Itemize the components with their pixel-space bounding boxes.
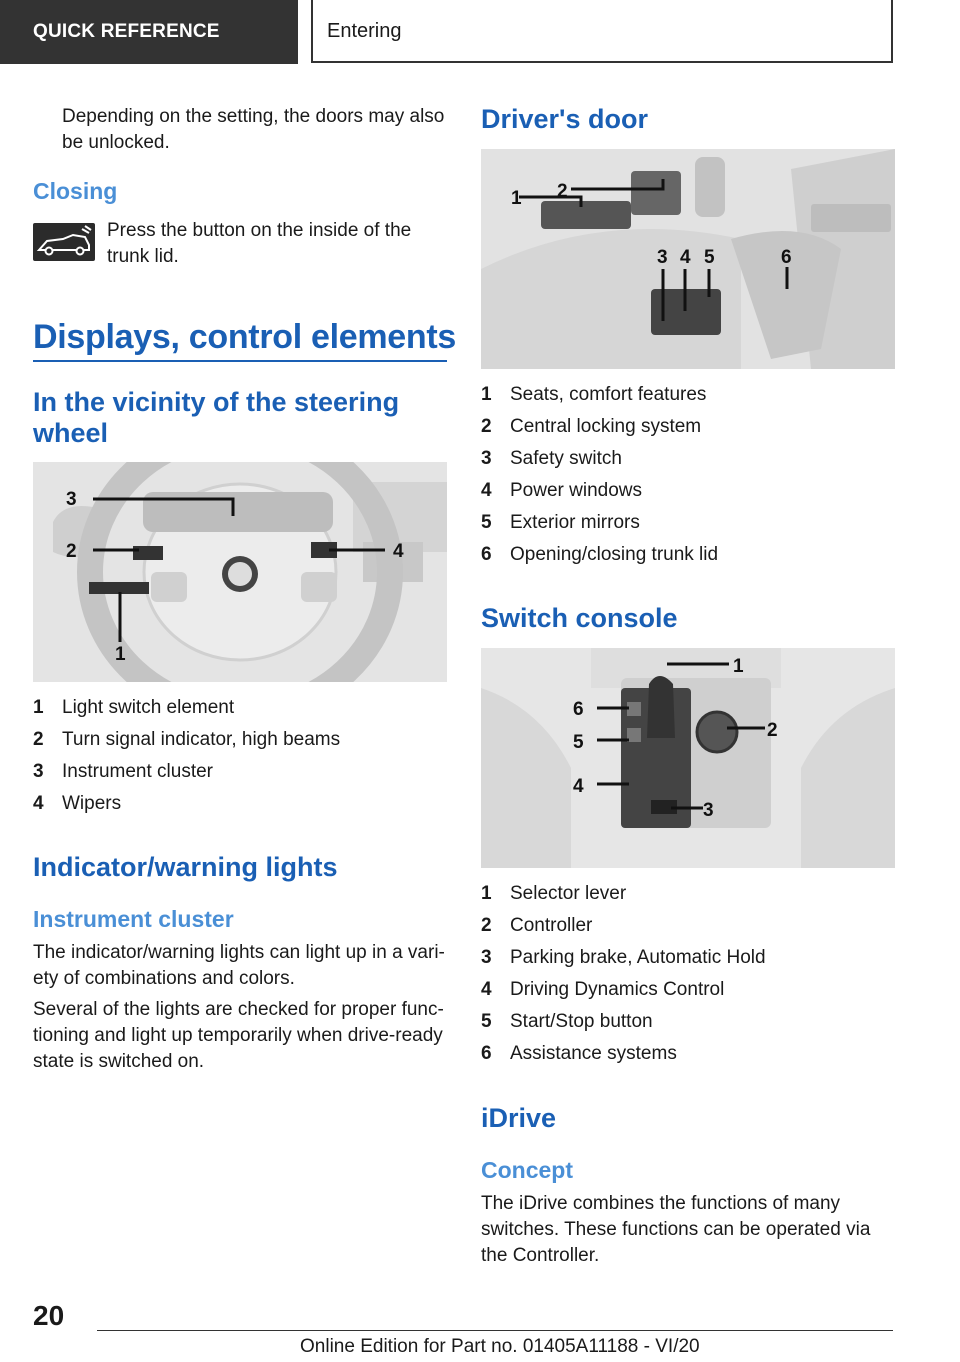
item-label: Light switch element xyxy=(62,697,235,718)
item-label: Wipers xyxy=(62,793,122,814)
item-number: 4 xyxy=(481,480,492,501)
item-number: 2 xyxy=(33,729,44,750)
indicator-paragraph-1 xyxy=(33,940,453,992)
intro-line-2: be unlocked. xyxy=(62,132,170,153)
callout-3: 3 xyxy=(66,489,77,510)
item-label: Controller xyxy=(510,915,593,936)
callout-6: 6 xyxy=(573,699,584,720)
idrive-line-1: The iDrive combines the functions of many xyxy=(481,1193,841,1214)
indicator-p1-line-2: ety of combinations and colors. xyxy=(33,968,295,989)
idrive-heading: iDrive xyxy=(481,1103,557,1133)
indicator-heading: Indicator/warning lights xyxy=(33,852,338,882)
idrive-paragraph xyxy=(481,1191,901,1269)
callout-3: 3 xyxy=(657,247,668,268)
indicator-p2-line-1: Several of the lights are checked for proper func- xyxy=(33,999,444,1020)
closing-line-2: trunk lid. xyxy=(107,246,179,267)
item-number: 4 xyxy=(33,793,44,814)
callout-5: 5 xyxy=(573,732,584,753)
displays-heading: Displays, control elements xyxy=(33,318,457,356)
steering-wheel-image xyxy=(33,462,447,682)
item-number: 1 xyxy=(481,883,492,904)
item-number: 3 xyxy=(481,448,492,469)
item-label: Exterior mirrors xyxy=(510,512,640,533)
item-label: Central locking system xyxy=(510,416,702,437)
item-number: 5 xyxy=(481,512,492,533)
item-label: Selector lever xyxy=(510,883,627,904)
item-number: 2 xyxy=(481,416,492,437)
page-number: 20 xyxy=(33,1300,65,1331)
item-number: 4 xyxy=(481,979,492,1000)
idrive-line-3: the Controller. xyxy=(481,1245,600,1266)
item-number: 5 xyxy=(481,1011,492,1032)
chapter-title: Entering xyxy=(311,0,893,63)
instrument-cluster-subheading: Instrument cluster xyxy=(33,906,234,932)
idrive-line-2: switches. These functions can be operated via xyxy=(481,1219,871,1240)
callout-1: 1 xyxy=(511,188,522,209)
drivers-door-image xyxy=(481,149,895,369)
item-label: Assistance systems xyxy=(510,1043,677,1064)
callout-1: 1 xyxy=(115,644,126,665)
item-label: Turn signal indicator, high beams xyxy=(62,729,341,750)
steering-heading-line-2: wheel xyxy=(33,418,109,448)
footer-rule xyxy=(97,1330,893,1331)
callout-5: 5 xyxy=(704,247,715,268)
item-number: 1 xyxy=(481,384,492,405)
concept-subheading: Concept xyxy=(481,1157,573,1183)
item-label: Instrument cluster xyxy=(62,761,213,782)
item-label: Opening/closing trunk lid xyxy=(510,544,719,565)
steering-heading-line-1: In the vicinity of the steering xyxy=(33,387,400,417)
intro-line-1: Depending on the setting, the doors may also xyxy=(62,106,445,127)
callout-4: 4 xyxy=(393,541,404,562)
indicator-p1-line-1: The indicator/warning lights can light up in a vari- xyxy=(33,942,445,963)
item-number: 1 xyxy=(33,697,44,718)
callout-4: 4 xyxy=(573,776,584,797)
callout-6: 6 xyxy=(781,247,792,268)
closing-text xyxy=(107,218,411,270)
callout-2: 2 xyxy=(767,720,778,741)
edition-text: Online Edition for Part no. 01405A11188 - VI/20 xyxy=(300,1336,700,1357)
switch-console-heading: Switch console xyxy=(481,603,678,633)
item-label: Driving Dynamics Control xyxy=(510,979,725,1000)
callout-2: 2 xyxy=(66,541,77,562)
drivers-door-heading: Driver's door xyxy=(481,104,648,134)
item-number: 3 xyxy=(33,761,44,782)
item-number: 6 xyxy=(481,544,492,565)
heading-rule xyxy=(33,360,447,362)
indicator-p2-line-2: tioning and light up temporarily when drive-ready xyxy=(33,1025,443,1046)
closing-heading: Closing xyxy=(33,178,118,204)
item-number: 3 xyxy=(481,947,492,968)
item-label: Seats, comfort features xyxy=(510,384,707,405)
item-label: Safety switch xyxy=(510,448,622,469)
callout-4: 4 xyxy=(680,247,691,268)
item-label: Power windows xyxy=(510,480,642,501)
item-label: Start/Stop button xyxy=(510,1011,653,1032)
item-number: 6 xyxy=(481,1043,492,1064)
intro-text xyxy=(62,104,444,156)
indicator-p2-line-3: state is switched on. xyxy=(33,1051,205,1072)
section-tab: QUICK REFERENCE xyxy=(0,0,298,64)
callout-3: 3 xyxy=(703,800,714,821)
callout-2: 2 xyxy=(557,181,568,202)
closing-line-1: Press the button on the inside of the xyxy=(107,220,412,241)
switch-console-image xyxy=(481,648,895,868)
callout-1: 1 xyxy=(733,656,744,677)
steering-heading xyxy=(33,387,399,449)
item-number: 2 xyxy=(481,915,492,936)
item-label: Parking brake, Automatic Hold xyxy=(510,947,766,968)
indicator-paragraph-2 xyxy=(33,997,453,1075)
trunk-lid-icon xyxy=(33,223,95,261)
